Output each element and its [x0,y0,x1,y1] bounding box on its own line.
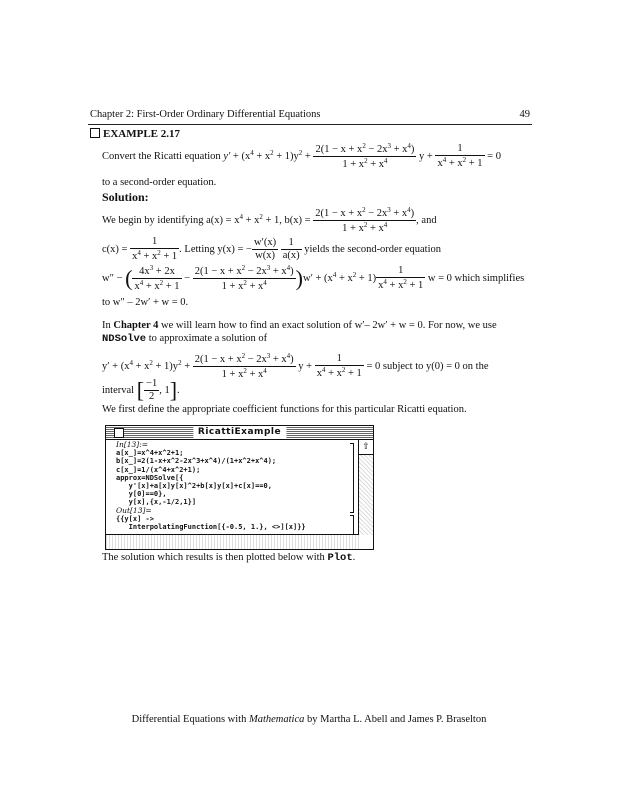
code-line: a[x_]=x^4+x^2+1; [116,449,184,458]
close-box-icon[interactable] [114,428,124,438]
notebook-window [105,425,374,550]
define-text: We first define the appropriate coefficient functions for this particular Ricatti equation. [102,404,467,415]
convert-text: Convert the Ricatti equation [102,150,221,162]
chapter4-line: In Chapter 4 we will learn how to find an exact solution of w′– 2w′ + w = 0. For now, we use [102,320,497,331]
w-equation-line: w″ − ( $\frac{4x^3 + 2x}{x^4 + x^2 + 1}$ − $\frac{2(1 - x + x^2 - 2x^3 + x^4)}{1 + x^2 + x^4}$ )$w' + (x^4 + x^2 + 1)$ $\frac{1}{x^4 + x^2 + 1}$ w = 0 which simplifies [102,264,525,293]
solution-heading: Solution: [102,190,149,204]
second-order-text: to a second-order equation. [102,177,217,188]
code-line: y'[x]+a[x]y[x]^2+b[x]y[x]+c[x]==0, [116,482,272,491]
page-footer: Differential Equations with Mathematica by Martha L. Abell and James P. Braselton [131,714,487,725]
code-line: y[x],{x,-1/2,1}] [116,498,197,507]
vertical-scrollbar[interactable] [358,440,373,535]
code-line: y[0]==0}, [116,490,167,499]
letting-line: c(x) = $\frac{1}{x^4 + x^2 + 1}$ . Letting y(x) = − $\frac{w'(x)}{w(x)}$ $\frac{1}{a(x)}$ yields the second-order equation [102,236,441,263]
checkbox-icon [90,128,100,138]
ricatti-equation-line: Convert the Ricatti equation $y' + (x^4 + x^2 + 1)y^2$ + $\frac{2(1 - x + x^2 - 2x^3 + x^4)}{1 + x^2 + x^4}$ y + $\frac{1}{x^4 + x^2 + 1}$ = 0 [102,142,501,171]
scroll-up-arrow-icon[interactable]: ⇧ [359,440,373,455]
page-number: 49 [519,109,530,120]
output-cell-bracket[interactable] [350,515,354,535]
identify-line: We begin by identifying $a(x) = x^4 + x^2 + 1$, b(x) = $\frac{2(1 - x + x^2 - 2x^3 + x^4)}{1 + x^2 + x^4}$ , and [102,206,437,235]
input-cell-bracket[interactable] [350,443,354,513]
ivp-line: $y' + (x^4 + x^2 + 1)y^2$ + $\frac{2(1 - x + x^2 - 2x^3 + x^4)}{1 + x^2 + x^4}$ y + $\frac{1}{x^4 + x^2 + 1}$ = 0 subject to y(0) = 0 on the [102,352,489,381]
running-header: Chapter 2: First-Order Ordinary Differential Equations [90,109,321,120]
output-label: Out[13]= [116,505,152,515]
window-titlebar[interactable] [106,426,373,440]
plot-text: The solution which results is then plotted below with Plot. [102,552,356,564]
code-line: approx=NDSolve[{ [116,473,184,482]
window-title: RicattiExample [193,426,286,439]
horizontal-scrollbar[interactable] [106,534,359,549]
output-line: {{y[x] -> [116,514,154,523]
simplified-equation: to w″ – 2w′ + w = 0. [102,297,189,308]
header-rule [88,124,532,125]
interval-line: interval [ $\frac{-1}{2}$ , 1]. [102,377,180,403]
code-line: b[x_]=2(1-x+x^2-2x^3+x^4)/(1+x^2+x^4); [116,457,277,466]
notebook-content[interactable] [116,441,348,531]
input-label: In[13]:= [116,440,148,449]
ndsolve-line: NDSolve to approximate a solution of [102,333,268,345]
code-line: c[x_]=1/(x^4+x^2+1); [116,465,201,474]
output-line: InterpolatingFunction[{-0.5, 1.}, <>][x]}} [116,523,306,532]
example-title: EXAMPLE 2.17 [90,128,180,140]
